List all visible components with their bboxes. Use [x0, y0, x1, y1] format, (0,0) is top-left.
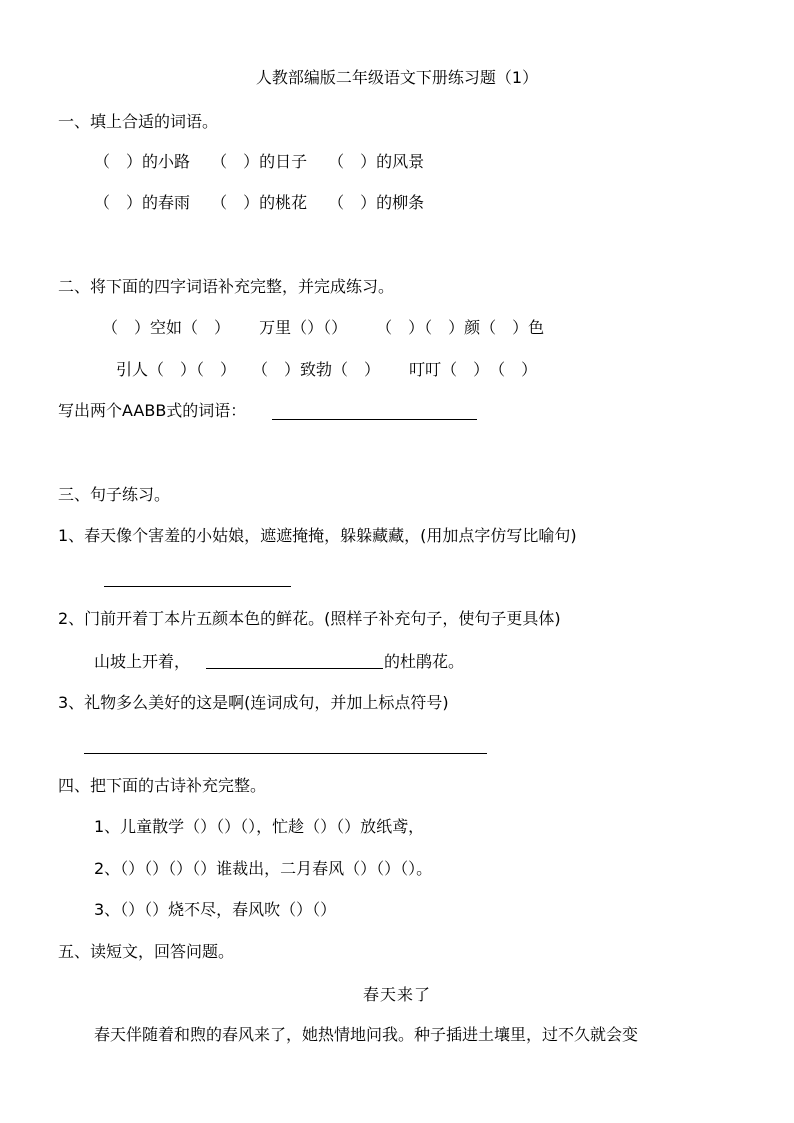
question-3-2-answer-blank[interactable] [206, 668, 383, 669]
poem-line-3: 3、（）（）烧不尽，春风吹（）（） [94, 900, 337, 919]
aabb-label: 写出两个AABB式的词语： [58, 401, 247, 420]
section-4-heading: 四、把下面的古诗补充完整。 [58, 776, 267, 795]
question-3-3-answer-blank[interactable] [84, 753, 487, 754]
question-3-2-suffix: 的杜鹃花。 [384, 652, 465, 671]
section-1-heading: 一、填上合适的词语。 [58, 112, 219, 131]
poem-line-2: 2、（）（）（）（）谁裁出，二月春风（）（）（）。 [94, 859, 433, 878]
passage-title: 春天来了 [362, 985, 431, 1004]
section-1-row-2: （ ）的春雨 （ ）的桃花 （ ）的柳条 [94, 193, 425, 212]
question-3-2: 2、门前开着丁本片五颜本色的鲜花。(照样子补充句子，使句子更具体) [58, 609, 561, 628]
section-2-heading: 二、将下面的四字词语补充完整，并完成练习。 [58, 277, 395, 296]
aabb-answer-blank[interactable] [272, 419, 477, 420]
section-2-row-1: （ ）空如（ ） 万里（）（） （ ）（ ）颜（ ）色 [102, 318, 545, 337]
question-3-3: 3、礼物多么美好的这是啊(连词成句，并加上标点符号) [58, 693, 449, 712]
question-3-1-answer-blank[interactable] [104, 586, 291, 587]
passage-line-1: 春天伴随着和煦的春风来了，她热情地问我。种子插进土壤里，过不久就会变 [94, 1025, 639, 1044]
document-title: 人教部编版二年级语文下册练习题（1） [255, 68, 539, 87]
section-5-heading: 五、读短文，回答问题。 [58, 942, 235, 961]
question-3-2-prefix: 山坡上开着， [94, 652, 191, 671]
section-2-row-2: 引人（ ）（ ） （ ）致勃（ ） 叮叮（ ） （ ） [116, 360, 538, 379]
section-3-heading: 三、句子练习。 [58, 485, 171, 504]
question-3-1: 1、春天像个害羞的小姑娘，遮遮掩掩，躲躲藏藏，(用加点字仿写比喻句) [58, 526, 577, 545]
poem-line-1: 1、儿童散学（）（）（），忙趁（）（）放纸鸢， [94, 817, 425, 836]
section-1-row-1: （ ）的小路 （ ）的日子 （ ）的风景 [94, 152, 425, 171]
